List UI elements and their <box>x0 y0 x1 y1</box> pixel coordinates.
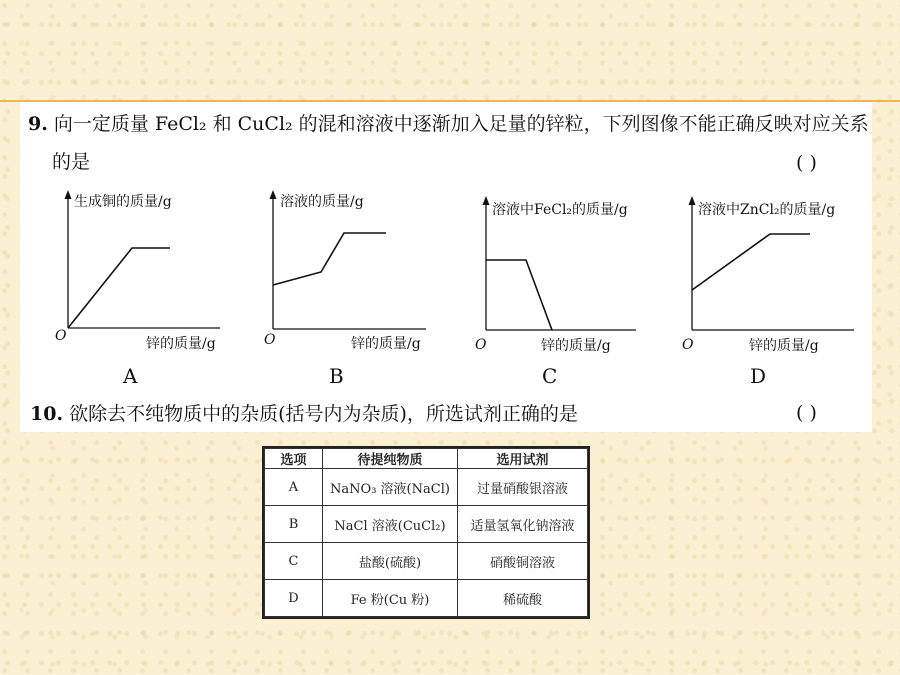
graph-a-ylabel: 生成铜的质量/g <box>74 194 172 210</box>
graph-d-y-arrow <box>689 196 696 205</box>
graph-b-ylabel: 溶液的质量/g <box>280 194 364 210</box>
row-option: A <box>265 469 323 506</box>
graph-a <box>50 188 230 378</box>
graph-d-origin: O <box>682 337 694 353</box>
graph-c-curve <box>486 260 552 330</box>
question-panel <box>20 102 872 432</box>
row-substance: 盐酸(硫酸) <box>323 543 458 580</box>
header-substance: 待提纯物质 <box>323 449 458 469</box>
q10-text: 欲除去不纯物质中的杂质(括号内为杂质)，所选试剂正确的是 <box>69 403 578 425</box>
q10-answer-bracket[interactable]: ( ) <box>796 402 817 424</box>
q9-text: 向一定质量 FeCl₂ 和 CuCl₂ 的混和溶液中逐渐加入足量的锌粒，下列图像不能正确反映对应关系 <box>53 113 869 135</box>
graph-d-xlabel: 锌的质量/g <box>749 338 819 354</box>
row-reagent: 硝酸铜溶液 <box>458 543 588 580</box>
graph-b <box>256 188 436 378</box>
graph-b-y-arrow <box>270 190 277 199</box>
graph-b-origin: O <box>264 332 276 348</box>
row-substance: NaNO₃ 溶液(NaCl) <box>323 469 458 506</box>
graph-c-xlabel: 锌的质量/g <box>541 338 611 354</box>
table-header-row <box>265 449 588 469</box>
row-reagent: 适量氢氧化钠溶液 <box>458 506 588 543</box>
graph-b-option: B <box>329 364 344 388</box>
graph-a-origin: O <box>55 328 67 344</box>
row-option: D <box>265 580 323 617</box>
graph-d <box>674 194 874 384</box>
table-row <box>265 580 588 617</box>
graph-c-y-arrow <box>483 196 490 205</box>
graph-a-xlabel: 锌的质量/g <box>146 336 216 352</box>
graph-c-option: C <box>542 364 558 388</box>
graph-d-ylabel: 溶液中ZnCl₂的质量/g <box>698 202 836 218</box>
q9-line2: 的是 <box>52 151 91 173</box>
table-row <box>265 469 588 506</box>
reagent-table <box>262 446 590 619</box>
graph-a-curve <box>68 248 170 328</box>
row-substance: Fe 粉(Cu 粉) <box>323 580 458 617</box>
graph-c-ylabel: 溶液中FeCl₂的质量/g <box>492 202 628 218</box>
q9-number: 9. <box>28 113 48 135</box>
q10-number: 10. <box>30 403 64 425</box>
graph-d-option: D <box>750 364 767 388</box>
q10-line <box>30 402 578 426</box>
table-row <box>265 543 588 580</box>
row-reagent: 稀硫酸 <box>458 580 588 617</box>
q9-answer-bracket[interactable]: ( ) <box>796 152 817 174</box>
q9-line1 <box>28 112 869 136</box>
graph-b-xlabel: 锌的质量/g <box>351 336 421 352</box>
row-reagent: 过量硝酸银溶液 <box>458 469 588 506</box>
graph-c <box>466 194 656 384</box>
row-option: C <box>265 543 323 580</box>
header-option: 选项 <box>265 449 323 469</box>
row-substance: NaCl 溶液(CuCl₂) <box>323 506 458 543</box>
graph-a-y-arrow <box>65 190 72 199</box>
row-option: B <box>265 506 323 543</box>
graph-b-curve <box>273 233 386 285</box>
graph-a-option: A <box>123 364 138 388</box>
graph-d-curve <box>692 234 810 290</box>
table-row <box>265 506 588 543</box>
header-reagent: 选用试剂 <box>458 449 588 469</box>
graph-c-origin: O <box>475 337 487 353</box>
